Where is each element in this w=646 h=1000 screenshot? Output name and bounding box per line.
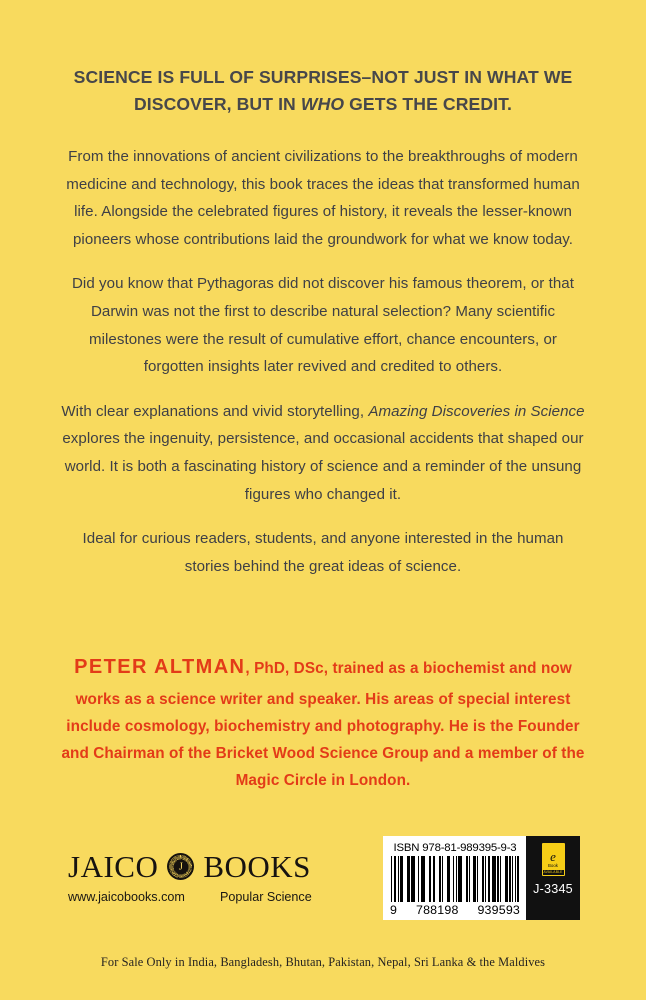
jaico-sunburst-icon xyxy=(167,853,194,880)
publisher-subline xyxy=(68,890,368,904)
author-bio-text: , PhD, DSc, trained as a biochemist and now works as a science writer and speaker. His areas of special interest include cosmology, biochemistry and photography. He is the Founder and Chairman of the Bricket Wood Science Group and a member of the Magic Circle in London. xyxy=(61,660,585,790)
headline-text-after: GETS THE CREDIT. xyxy=(344,93,513,114)
barcode-digit-group-2: 788198 xyxy=(416,903,459,917)
barcode-digits xyxy=(389,902,521,917)
headline-text-italic: WHO xyxy=(300,93,345,114)
author-name: PETER ALTMAN xyxy=(74,656,246,678)
ebook-available-label: AVAILABLE xyxy=(543,870,563,874)
catalog-code: J-3345 xyxy=(533,882,573,896)
publisher-logo[interactable] xyxy=(68,851,368,904)
publisher-word-books: BOOKS xyxy=(203,849,311,884)
ebook-e-glyph: e xyxy=(550,849,556,865)
paragraph-3-after: explores the ingenuity, persistence, and occasional accidents that shaped our world. It is both a fascinating history of science and a reminder of the unsung figures who changed it. xyxy=(62,430,584,503)
ebook-book-label: Book xyxy=(547,863,558,869)
emblem-letter: J xyxy=(173,859,188,874)
barcode-bar xyxy=(517,856,518,902)
isbn-barcode-block xyxy=(383,836,580,920)
ebook-panel xyxy=(526,836,580,920)
publisher-word-jaico: JAICO xyxy=(68,849,159,884)
barcode-digit-group-3: 939593 xyxy=(477,903,520,917)
ebook-available-icon xyxy=(542,843,565,876)
territory-restriction: For Sale Only in India, Bangladesh, Bhutan, Pakistan, Nepal, Sri Lanka & the Maldives xyxy=(100,955,546,969)
author-bio xyxy=(52,650,594,794)
isbn-number: ISBN 978-81-989395-9-3 xyxy=(393,842,517,854)
publisher-website[interactable]: www.jaicobooks.com xyxy=(68,890,185,904)
barcode-panel xyxy=(383,836,526,920)
blurb-paragraph-3 xyxy=(58,398,588,508)
headline xyxy=(52,64,594,117)
book-category: Popular Science xyxy=(220,890,312,904)
blurb-paragraph-4: Ideal for curious readers, students, and anyone interested in the human stories behind the great ideas of science. xyxy=(82,530,564,575)
headline-text-before: SCIENCE IS FULL OF SURPRISES–NOT JUST IN WHAT WE DISCOVER, BUT IN xyxy=(73,67,573,114)
barcode-bars xyxy=(389,856,521,902)
blurb-paragraph-2: Did you know that Pythagoras did not discover his famous theorem, or that Darwin was not the first to describe natural selection? Many scientific milestones were the result of cumulative effort, chance encounters, or forgotten insights later revived and credited to others. xyxy=(71,275,574,376)
blurb-body xyxy=(58,143,588,581)
barcode-digit-group-1: 9 xyxy=(390,903,398,917)
book-title-italic: Amazing Discoveries in Science xyxy=(368,402,585,420)
paragraph-3-before: With clear explanations and vivid storytelling, xyxy=(61,402,369,420)
publisher-wordmark xyxy=(68,851,368,882)
blurb-paragraph-1: From the innovations of ancient civilizations to the breakthroughs of modern medicine and technology, this book traces the ideas that transformed human life. Alongside the celebrated figures of history, it reveals the lesser-known pioneers whose contributions laid the groundwork for what we know today. xyxy=(66,148,580,248)
